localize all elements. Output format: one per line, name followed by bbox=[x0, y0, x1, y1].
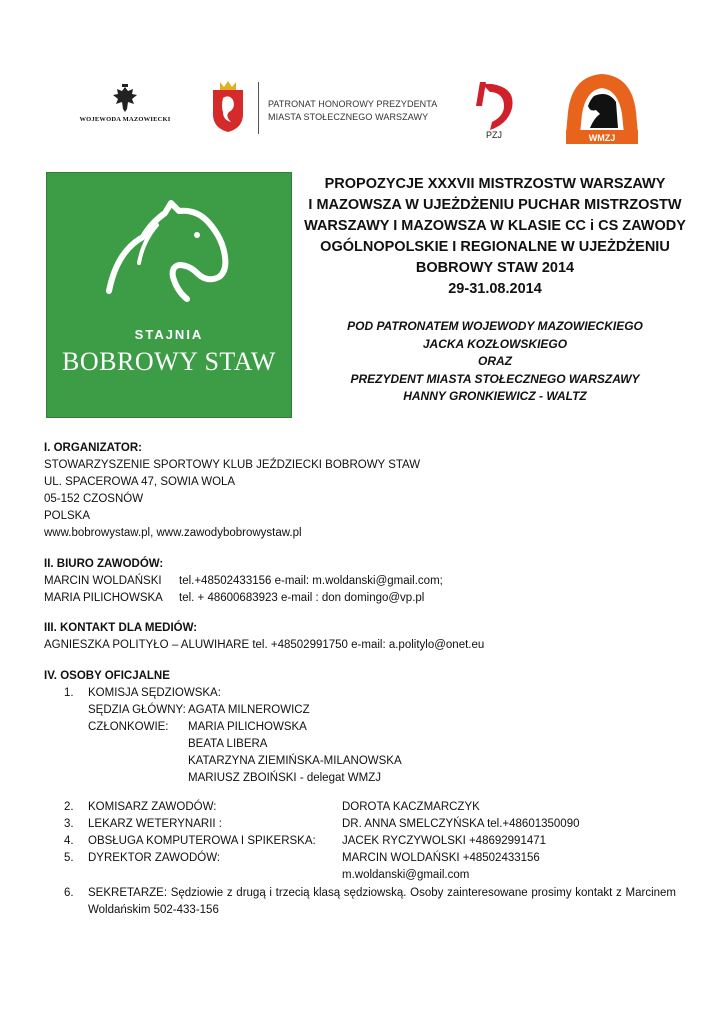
patronat-divider bbox=[258, 82, 259, 134]
media-heading: III. KONTAKT DLA MEDIÓW: bbox=[44, 622, 198, 634]
member-name: MARIA PILICHOWSKA bbox=[188, 721, 307, 733]
official-person: DR. ANNA SMELCZYŃSKA tel.+48601350090 bbox=[342, 818, 580, 830]
patronage-line-4: PREZYDENT MIASTA STOŁECZNEGO WARSZAWY bbox=[350, 371, 640, 386]
organizer-line: POLSKA bbox=[44, 510, 91, 522]
patronat-text bbox=[268, 98, 437, 124]
official-person: MARCIN WOLDAŃSKI +48502433156 bbox=[342, 852, 540, 864]
official-row bbox=[64, 833, 704, 850]
office-section bbox=[44, 556, 443, 607]
stable-logo-line-1: STAJNIA bbox=[134, 327, 204, 342]
chief-judge-label: SĘDZIA GŁÓWNY: bbox=[88, 704, 186, 716]
pzj-label: PZJ bbox=[486, 130, 503, 140]
wmzj-label: WMZJ bbox=[588, 133, 616, 143]
patronage-line-2: JACKA KOZŁOWSKIEGO bbox=[422, 336, 568, 351]
warsaw-crest bbox=[209, 80, 247, 139]
stable-logo bbox=[46, 172, 292, 418]
officials-heading-block bbox=[44, 668, 170, 685]
member-name: MARIUSZ ZBOIŃSKI - delegat WMZJ bbox=[188, 772, 381, 784]
judges-label: KOMISJA SĘDZIOWSKA: bbox=[88, 687, 221, 699]
secretary-number: 6. bbox=[64, 887, 74, 899]
office-row bbox=[44, 590, 443, 607]
official-number: 5. bbox=[64, 852, 74, 864]
patronage-line-1: POD PATRONATEM WOJEWODY MAZOWIECKIEGO bbox=[347, 319, 643, 333]
title-line-6: 29-31.08.2014 bbox=[448, 281, 542, 297]
title-line-4: OGÓLNOPOLSKIE I REGIONALNE W UJEŻDŻENIU bbox=[320, 239, 670, 255]
organizer-line: UL. SPACEROWA 47, SOWIA WOLA bbox=[44, 476, 236, 488]
official-number: 4. bbox=[64, 835, 74, 847]
media-section bbox=[44, 620, 484, 654]
organizer-websites: www.bobrowystaw.pl, www.zawodybobrowystaw.pl bbox=[44, 527, 302, 539]
patronage-block bbox=[300, 318, 690, 406]
horse-head-icon bbox=[47, 173, 291, 323]
member-name: KATARZYNA ZIEMIŃSKA-MILANOWSKA bbox=[188, 755, 402, 767]
patronat-line-2: MIASTA STOŁECZNEGO WARSZAWY bbox=[268, 112, 429, 122]
media-contact: AGNIESZKA POLITYŁO – ALUWIHARE tel. +48502991750 e-mail: a.politylo@onet.eu bbox=[44, 639, 485, 651]
organizer-heading: I. ORGANIZATOR: bbox=[44, 442, 142, 454]
official-role: OBSŁUGA KOMPUTEROWA I SPIKERSKA: bbox=[88, 835, 316, 847]
director-email: m.woldanski@gmail.com bbox=[342, 869, 470, 881]
secretary-row bbox=[64, 885, 704, 919]
official-role: LEKARZ WETERYNARII : bbox=[88, 818, 222, 830]
title-line-1: PROPOZYCJE XXXVII MISTRZOSTW WARSZAWY bbox=[324, 176, 666, 192]
wmzj-logo bbox=[560, 72, 644, 153]
patronage-line-5: HANNY GRONKIEWICZ - WALTZ bbox=[403, 389, 587, 404]
official-row bbox=[64, 799, 704, 816]
official-number: 2. bbox=[64, 801, 74, 813]
title-line-2: I MAZOWSZA W UJEŻDŻENIU PUCHAR MISTRZOSTW bbox=[308, 197, 682, 213]
organizer-section bbox=[44, 440, 420, 542]
patronage-line-3: ORAZ bbox=[478, 354, 512, 369]
document-title bbox=[300, 174, 690, 300]
office-name: MARCIN WOLDAŃSKI bbox=[44, 575, 162, 587]
office-contact: tel.+48502433156 e-mail: m.woldanski@gmail.com; bbox=[179, 575, 443, 587]
judges-number: 1. bbox=[64, 687, 74, 699]
judges-commission bbox=[64, 685, 704, 787]
officials-list bbox=[64, 799, 704, 919]
stable-logo-line-2: BOBROWY STAW bbox=[62, 347, 276, 376]
office-contact: tel. + 48600683923 e-mail : don domingo@vp.pl bbox=[179, 592, 425, 604]
wojewoda-logo bbox=[70, 84, 180, 123]
official-number: 3. bbox=[64, 818, 74, 830]
official-row bbox=[64, 850, 704, 867]
office-heading: II. BIURO ZAWODÓW: bbox=[44, 558, 164, 570]
title-line-3: WARSZAWY I MAZOWSZA W KLASIE CC i CS ZAWODY bbox=[304, 218, 686, 234]
official-person: JACEK RYCZYWOLSKI +48692991471 bbox=[342, 835, 547, 847]
title-line-5: BOBROWY STAW 2014 bbox=[415, 260, 575, 276]
organizer-line: 05-152 CZOSNÓW bbox=[44, 493, 144, 505]
official-person: DOROTA KACZMARCZYK bbox=[342, 801, 480, 813]
official-role: DYREKTOR ZAWODÓW: bbox=[88, 852, 221, 864]
eagle-icon bbox=[111, 84, 139, 114]
organizer-line: STOWARZYSZENIE SPORTOWY KLUB JEŹDZIECKI BOBROWY STAW bbox=[44, 459, 421, 471]
official-role: KOMISARZ ZAWODÓW: bbox=[88, 801, 217, 813]
wojewoda-label: WOJEWODA MAZOWIECKI bbox=[79, 116, 171, 123]
office-row bbox=[44, 573, 443, 590]
pzj-logo bbox=[472, 78, 524, 145]
patronat-line-1: PATRONAT HONOROWY PREZYDENTA bbox=[268, 99, 438, 109]
officials-heading: IV. OSOBY OFICJALNE bbox=[44, 670, 170, 682]
office-name: MARIA PILICHOWSKA bbox=[44, 592, 163, 604]
official-row bbox=[64, 816, 704, 833]
secretary-text: SEKRETARZE: Sędziowie z drugą i trzecią klasą sędziowską. Osoby zainteresowane prosimy kontakt z Marcinem Woldańskim 502-433-156 bbox=[88, 887, 676, 916]
member-name: BEATA LIBERA bbox=[188, 738, 268, 750]
members-label: CZŁONKOWIE: bbox=[88, 721, 169, 733]
chief-judge-name: AGATA MILNEROWICZ bbox=[188, 704, 310, 716]
